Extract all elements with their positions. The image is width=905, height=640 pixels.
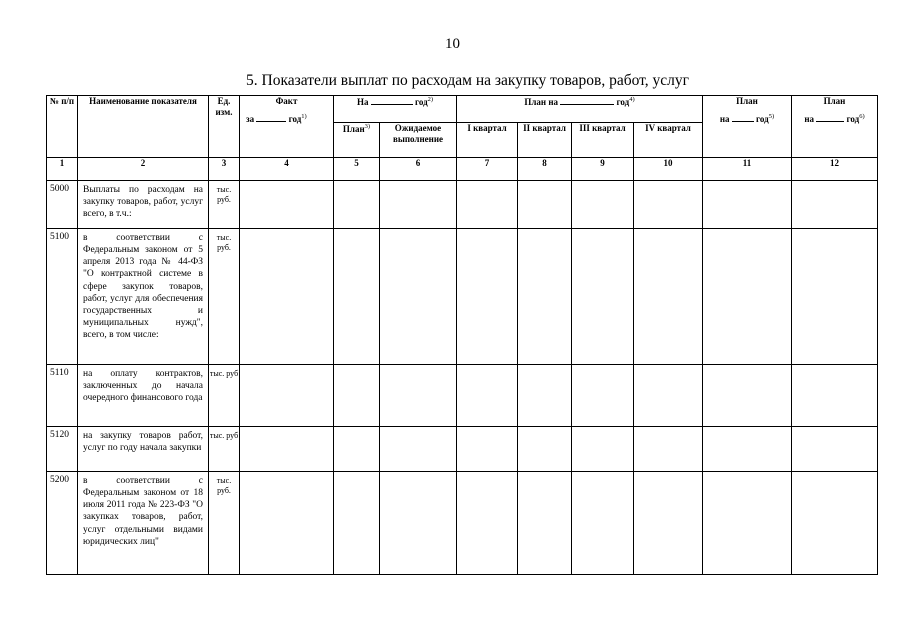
value-cell	[634, 365, 703, 427]
row-name: Выплаты по расходам на закупку товаров, работ, услуг всего, в т.ч.:	[78, 181, 209, 229]
value-cell	[334, 365, 380, 427]
value-cell	[457, 472, 518, 575]
value-cell	[518, 427, 572, 472]
value-cell	[240, 365, 334, 427]
column-number: 12	[792, 158, 878, 181]
header-fact: Факт за год$^{1)}$	[240, 96, 334, 158]
value-cell	[792, 181, 878, 229]
value-cell	[634, 427, 703, 472]
value-cell	[703, 365, 792, 427]
header-q3: III квартал	[572, 123, 634, 158]
row-name: в соответствии с Федеральным законом от 5 апреля 2013 года № 44-ФЗ "О контрактной системе в сфере закупок товаров, работ, услуг для обеспечения государственных и муниципальных нужд", всего, в том числе:	[78, 229, 209, 365]
value-cell	[518, 181, 572, 229]
value-cell	[572, 365, 634, 427]
value-cell	[792, 427, 878, 472]
row-code: 5120	[47, 427, 78, 472]
row-unit: тыс. руб.	[209, 181, 240, 229]
page-number: 10	[445, 36, 460, 52]
value-cell	[703, 427, 792, 472]
row-name: на оплату контрактов, заключенных до начала очередного финансового года	[78, 365, 209, 427]
header-q2: II квартал	[518, 123, 572, 158]
header-plan-11: План на год$^{5)}$	[703, 96, 792, 158]
value-cell	[572, 181, 634, 229]
value-cell	[792, 365, 878, 427]
column-number: 5	[334, 158, 380, 181]
row-unit: тыс. руб	[209, 365, 240, 427]
value-cell	[634, 472, 703, 575]
row-name: на закупку товаров работ, услуг по году начала закупки	[78, 427, 209, 472]
column-number: 4	[240, 158, 334, 181]
value-cell	[634, 229, 703, 365]
row-unit: тыс. руб.	[209, 229, 240, 365]
value-cell	[792, 229, 878, 365]
value-cell	[518, 472, 572, 575]
header-unit: Ед. изм.	[209, 96, 240, 158]
column-number: 8	[518, 158, 572, 181]
value-cell	[334, 181, 380, 229]
column-number: 10	[634, 158, 703, 181]
row-unit: тыс. руб	[209, 427, 240, 472]
column-number: 6	[380, 158, 457, 181]
value-cell	[703, 229, 792, 365]
column-number: 9	[572, 158, 634, 181]
value-cell	[572, 229, 634, 365]
value-cell	[380, 229, 457, 365]
column-number: 2	[78, 158, 209, 181]
table-row	[47, 427, 878, 472]
row-code: 5200	[47, 472, 78, 575]
section-title: 5. Показатели выплат по расходам на закупку товаров, работ, услуг	[246, 72, 689, 89]
row-name: в соответствии с Федеральным законом от 18 июля 2011 года № 223-ФЗ "О закупках товаров, работ, услуг отдельными видами юридических лиц"	[78, 472, 209, 575]
payments-table	[46, 95, 878, 575]
table-row	[47, 181, 878, 229]
value-cell	[380, 427, 457, 472]
value-cell	[518, 365, 572, 427]
value-cell	[634, 181, 703, 229]
value-cell	[240, 181, 334, 229]
value-cell	[380, 181, 457, 229]
value-cell	[703, 472, 792, 575]
header-number: № п/п	[47, 96, 78, 158]
value-cell	[457, 427, 518, 472]
header-plan: План$^{3)}$	[334, 123, 380, 158]
value-cell	[703, 181, 792, 229]
value-cell	[334, 229, 380, 365]
row-code: 5110	[47, 365, 78, 427]
value-cell	[572, 472, 634, 575]
header-current-year: На год$^{2)}$	[334, 96, 457, 123]
header-name: Наименование показателя	[78, 96, 209, 158]
row-code: 5100	[47, 229, 78, 365]
table-row	[47, 365, 878, 427]
header-q4: IV квартал	[634, 123, 703, 158]
value-cell	[240, 472, 334, 575]
value-cell	[457, 365, 518, 427]
column-number: 3	[209, 158, 240, 181]
header-expected: Ожидаемое выполнение	[380, 123, 457, 158]
column-number: 1	[47, 158, 78, 181]
column-number: 7	[457, 158, 518, 181]
value-cell	[380, 365, 457, 427]
value-cell	[518, 229, 572, 365]
value-cell	[334, 427, 380, 472]
value-cell	[334, 472, 380, 575]
value-cell	[457, 229, 518, 365]
header-plan-next-year: План на год$^{4)}$	[457, 96, 703, 123]
table-row	[47, 229, 878, 365]
column-number: 11	[703, 158, 792, 181]
table-row	[47, 472, 878, 575]
value-cell	[240, 427, 334, 472]
value-cell	[457, 181, 518, 229]
column-number-row	[47, 158, 878, 181]
value-cell	[792, 472, 878, 575]
value-cell	[240, 229, 334, 365]
header-plan-12: План на год$^{6)}$	[792, 96, 878, 158]
value-cell	[572, 427, 634, 472]
row-code: 5000	[47, 181, 78, 229]
header-q1: I квартал	[457, 123, 518, 158]
row-unit: тыс. руб.	[209, 472, 240, 575]
value-cell	[380, 472, 457, 575]
